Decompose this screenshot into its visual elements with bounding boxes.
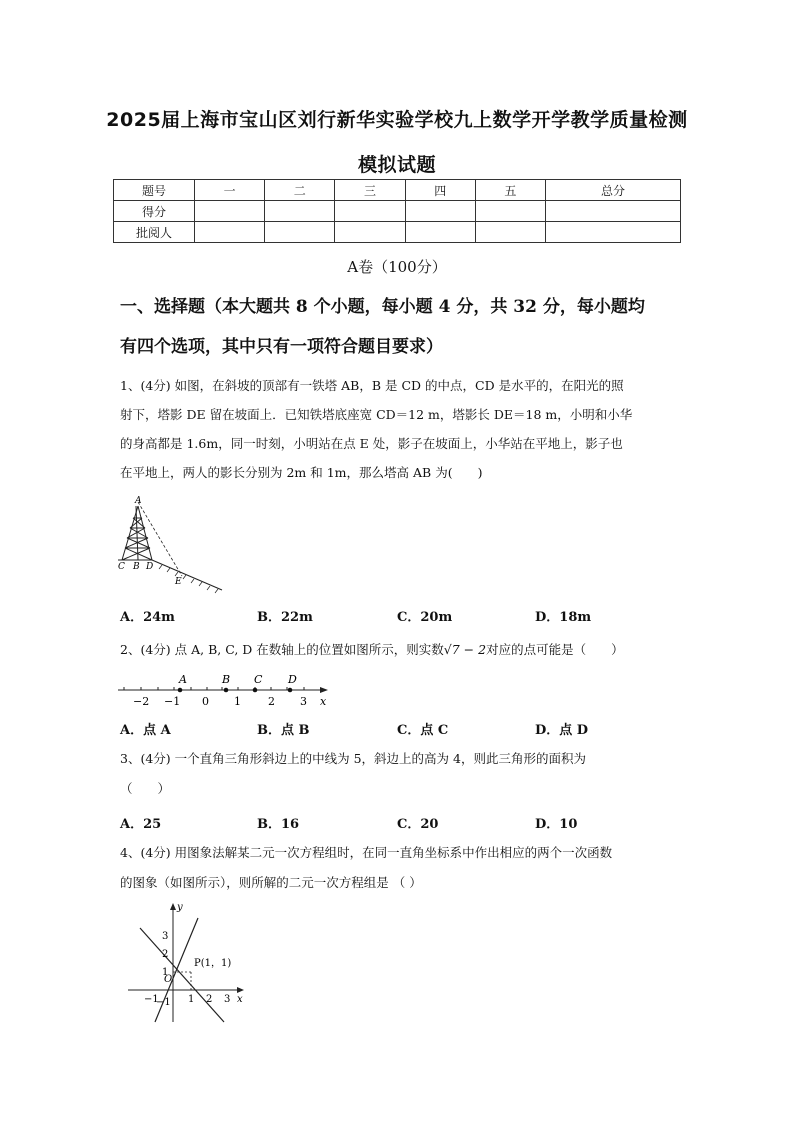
table-cell: 四 xyxy=(405,180,475,201)
table-cell: 二 xyxy=(265,180,335,201)
q2-number-line xyxy=(118,671,333,711)
point-A xyxy=(178,688,183,693)
y-tick-label: 3 xyxy=(162,931,169,942)
q2-suffix: 对应的点可能是（ ） xyxy=(486,642,624,657)
point-label-C: C xyxy=(254,673,263,686)
option-b[interactable]: B．点 B xyxy=(257,723,310,738)
tick-label: 0 xyxy=(202,695,209,708)
point-label-D: D xyxy=(146,562,154,572)
table-cell xyxy=(475,201,545,222)
table-cell: 五 xyxy=(475,180,545,201)
x-var-label: x xyxy=(237,994,243,1005)
table-cell xyxy=(265,201,335,222)
table-cell xyxy=(195,222,265,243)
section-heading: 一、选择题（本大题共 8 个小题，每小题 4 分，共 32 分，每小题均 xyxy=(120,297,645,317)
q1-text-line: 在平地上，两人的影长分别为 2m 和 1m，那么塔高 AB 为( ) xyxy=(120,465,483,480)
q1-text-line: 1、(4分) 如图，在斜坡的顶部有一铁塔 AB，B 是 CD 的中点，CD 是水平的，在阳光的照 xyxy=(120,378,624,393)
point-label-B: B xyxy=(133,562,140,572)
point-label-P: P(1，1) xyxy=(194,958,232,969)
table-cell xyxy=(546,222,681,243)
table-cell xyxy=(335,201,405,222)
score-table-header-row xyxy=(114,180,681,201)
option-c[interactable]: C．20m xyxy=(397,610,453,625)
option-b[interactable]: B．22m xyxy=(257,610,313,625)
option-c[interactable]: C．20 xyxy=(397,817,439,832)
point-label-B: B xyxy=(222,673,231,686)
section-heading-line2: 有四个选项，其中只有一项符合题目要求） xyxy=(120,337,443,357)
q3-text-line: （ ） xyxy=(120,781,171,796)
table-cell xyxy=(475,222,545,243)
q2-math-expression: √7 − 2 xyxy=(443,642,487,657)
table-cell: 三 xyxy=(335,180,405,201)
y-tick-label: −1 xyxy=(156,997,171,1008)
option-a[interactable]: A．25 xyxy=(120,817,162,832)
axis-var-label: x xyxy=(320,695,327,708)
page-title-line2: 模拟试题 xyxy=(357,154,436,176)
score-table xyxy=(113,179,681,243)
table-cell: 一 xyxy=(195,180,265,201)
tower-drawing xyxy=(118,506,222,590)
score-table-row xyxy=(114,222,681,243)
slope-hatching xyxy=(159,565,218,593)
point-label-D: D xyxy=(288,673,297,686)
q4-text-line: 的图象（如图所示），则所解的二元一次方程组是 （ ） xyxy=(120,875,422,890)
x-tick-label: 2 xyxy=(206,994,213,1005)
q3-text-line: 3、(4分) 一个直角三角形斜边上的中线为 5，斜边上的高为 4，则此三角形的面积为 xyxy=(120,751,586,766)
q4-coordinate-graph xyxy=(118,898,248,1028)
table-cell xyxy=(546,201,681,222)
option-b[interactable]: B．16 xyxy=(257,817,300,832)
tick-label: 3 xyxy=(300,695,307,708)
y-tick-label: 1 xyxy=(162,967,169,978)
tick-label: −1 xyxy=(164,695,181,708)
point-D xyxy=(288,688,293,693)
tick-label: 2 xyxy=(268,695,275,708)
q2-prefix: 2、(4分) 点 A, B, C, D 在数轴上的位置如图所示，则实数 xyxy=(120,642,444,657)
point-C xyxy=(253,688,258,693)
function-line-2 xyxy=(140,928,224,1022)
score-table-row xyxy=(114,201,681,222)
option-c[interactable]: C．点 C xyxy=(397,723,449,738)
origin-label: O xyxy=(164,974,173,985)
table-cell: 批阅人 xyxy=(114,222,195,243)
table-cell: 总分 xyxy=(546,180,681,201)
table-cell: 得分 xyxy=(114,201,195,222)
option-d[interactable]: D．18m xyxy=(535,610,592,625)
option-d[interactable]: D．10 xyxy=(535,817,578,832)
table-cell: 题号 xyxy=(114,180,195,201)
point-B xyxy=(224,688,229,693)
table-cell xyxy=(405,222,475,243)
x-tick-label: 3 xyxy=(224,994,231,1005)
q1-text-line: 的身高都是 1.6m，同一时刻，小明站在点 E 处，影子在坡面上，小华站在平地上，影子也 xyxy=(120,436,623,451)
q2-text-line xyxy=(120,635,680,664)
point-label-C: C xyxy=(118,562,125,572)
point-label-A: A xyxy=(179,673,187,686)
tick-label: 1 xyxy=(234,695,241,708)
volume-label: A卷（100分） xyxy=(347,258,447,276)
q1-tower-figure xyxy=(118,494,226,598)
point-label-A: A xyxy=(135,496,142,506)
axis-arrow-icon xyxy=(320,687,328,693)
table-cell xyxy=(405,201,475,222)
point-label-E: E xyxy=(175,577,182,587)
page-title: 2025届上海市宝山区刘行新华实验学校九上数学开学教学质量检测 xyxy=(106,109,688,131)
table-cell xyxy=(335,222,405,243)
option-d[interactable]: D．点 D xyxy=(535,723,589,738)
table-cell xyxy=(265,222,335,243)
y-var-label: y xyxy=(177,902,183,913)
y-tick-label: 2 xyxy=(162,949,169,960)
q1-text-line: 射下，塔影 DE 留在坡面上．已知铁塔底座宽 CD＝12 m，塔影长 DE＝18 m，小明和小华 xyxy=(120,407,633,422)
option-a[interactable]: A．24m xyxy=(120,610,175,625)
x-tick-label: 1 xyxy=(188,994,195,1005)
q4-text-line: 4、(4分) 用图象法解某二元一次方程组时，在同一直角坐标系中作出相应的两个一次函数 xyxy=(120,845,613,860)
table-cell xyxy=(195,201,265,222)
x-axis-arrow-icon xyxy=(237,987,244,993)
tick-label: −2 xyxy=(133,695,150,708)
x-tick-label: −1 xyxy=(144,994,159,1005)
option-a[interactable]: A．点 A xyxy=(120,723,171,738)
y-axis-arrow-icon xyxy=(170,903,176,910)
